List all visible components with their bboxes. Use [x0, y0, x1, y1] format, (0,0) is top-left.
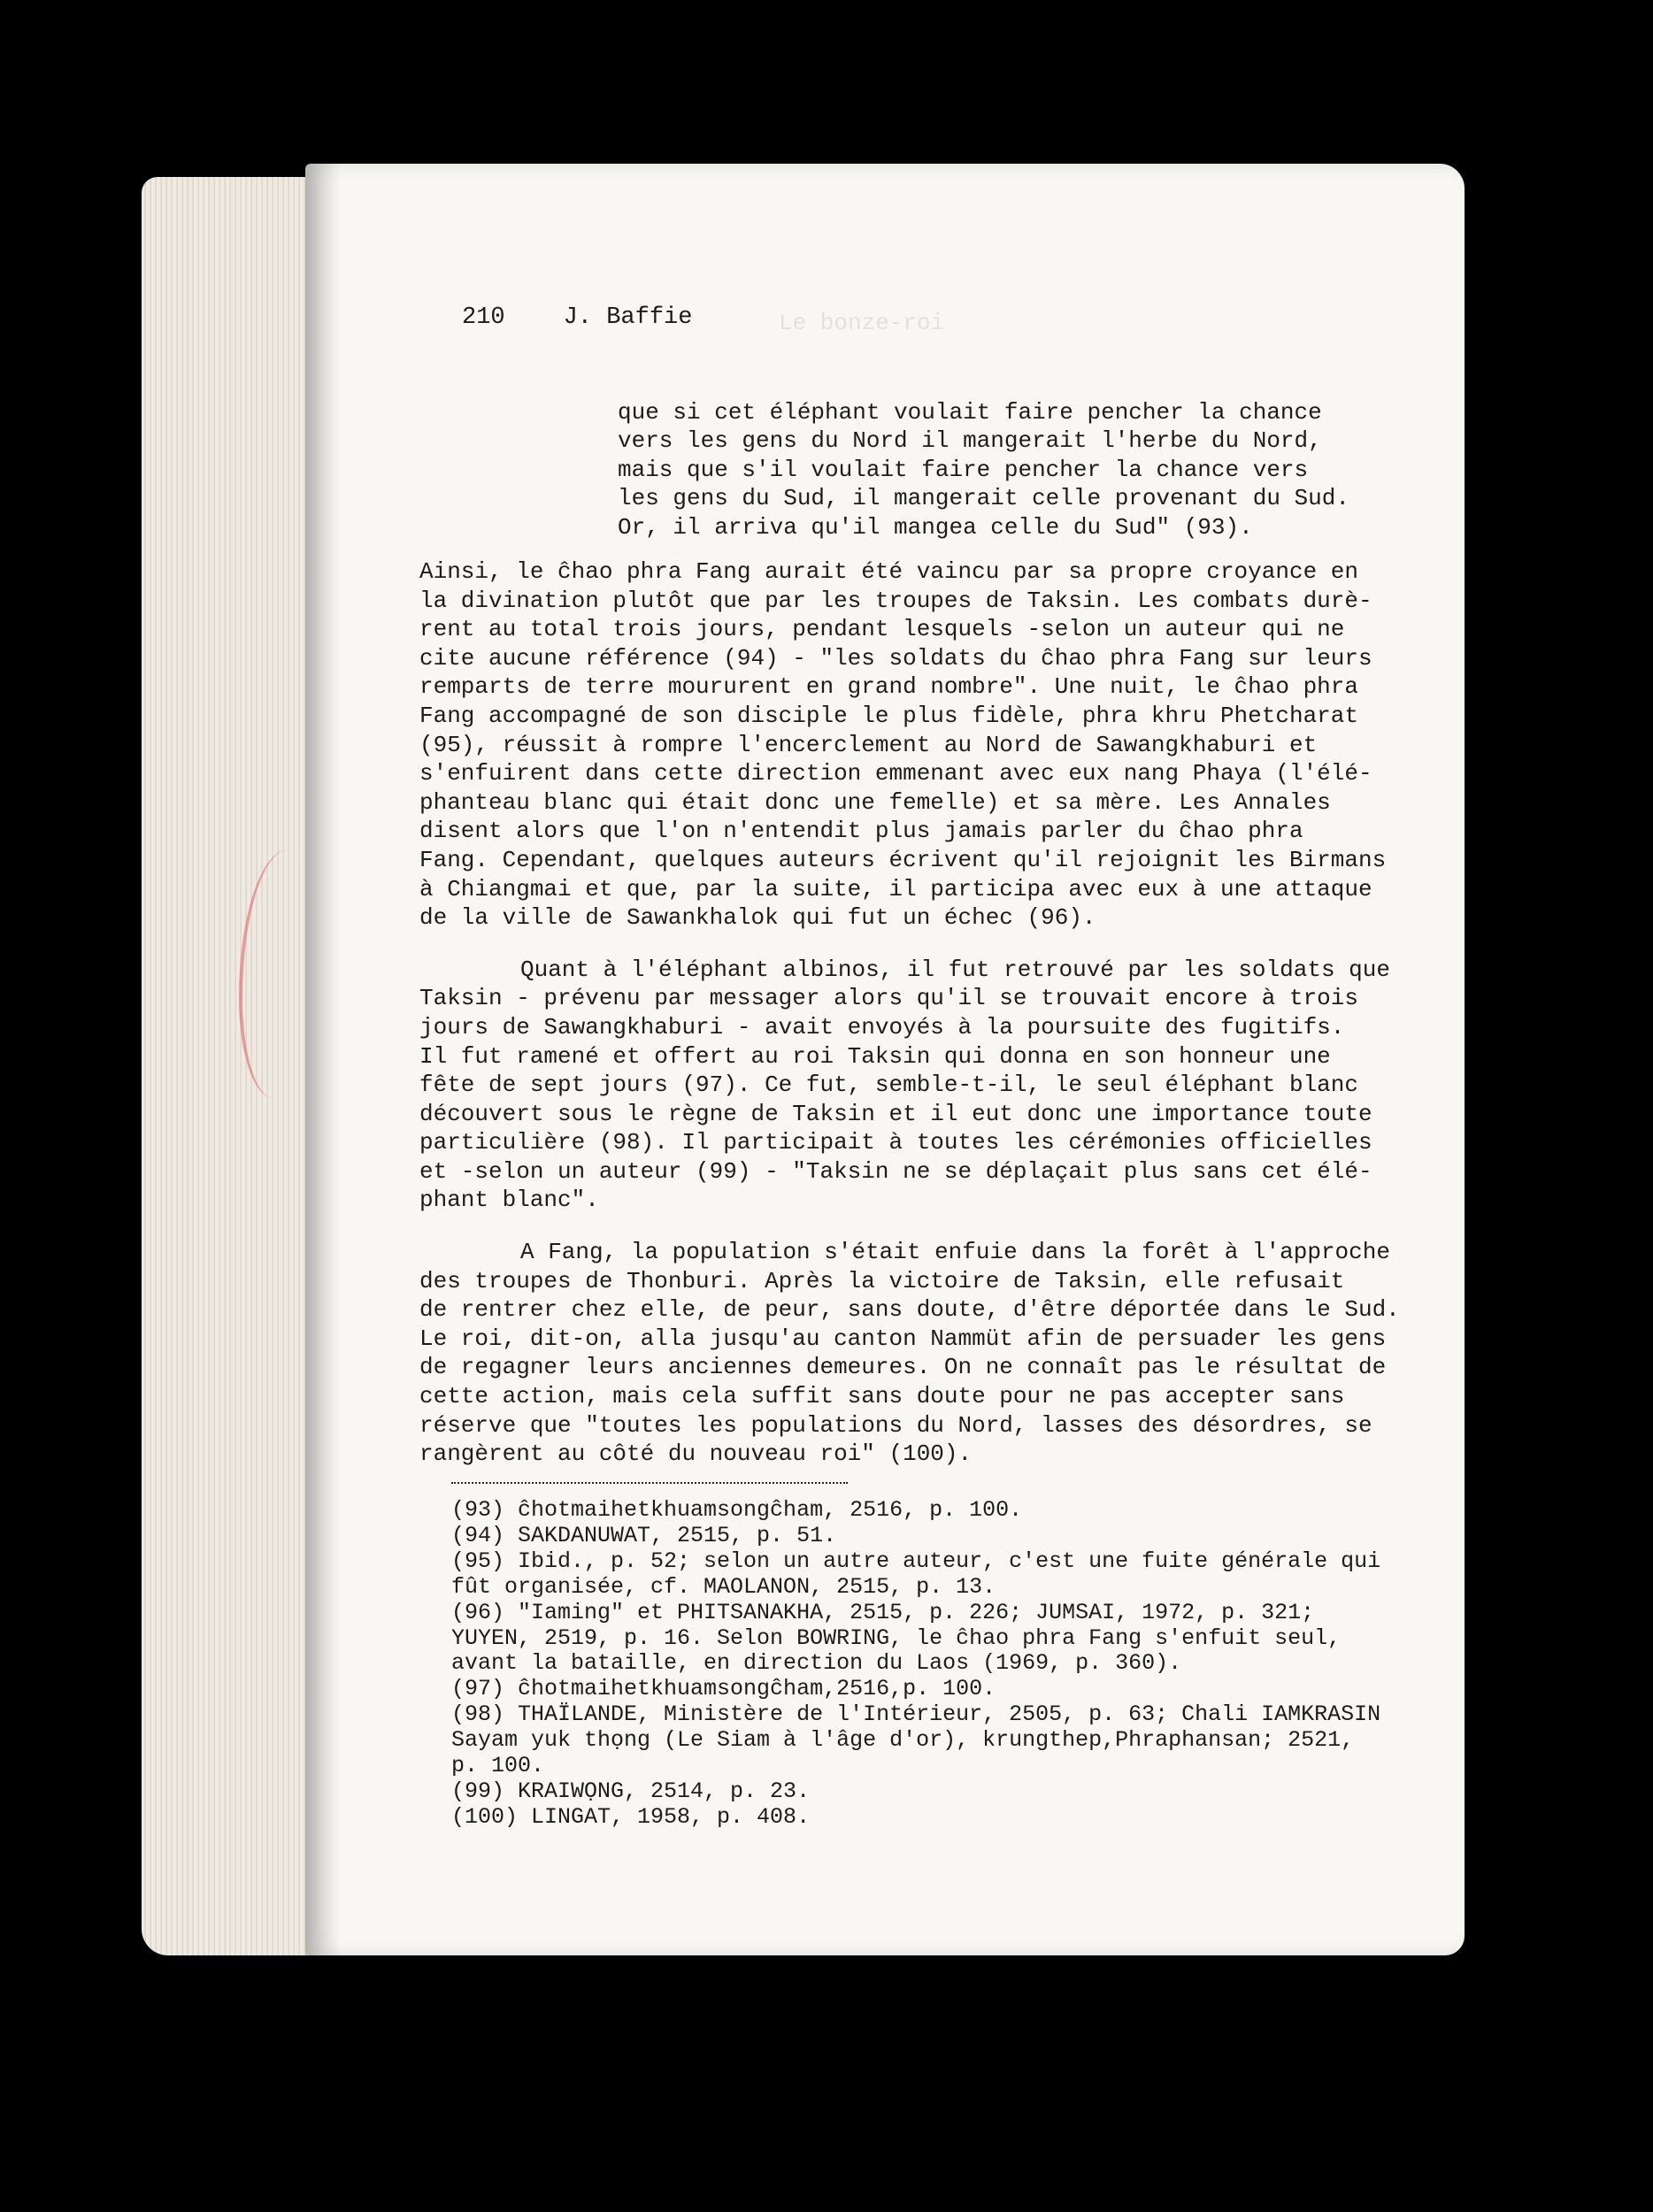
- text-line: Quant à l'éléphant albinos, il fut retrouvé par les soldats que: [520, 956, 1390, 983]
- text-line: découvert sous le règne de Taksin et il eut donc une importance toute: [419, 1100, 1372, 1127]
- footnote-line: (94) SAKDANUWAT, 2515, p. 51.: [451, 1522, 837, 1548]
- page-gutter: [305, 164, 341, 1955]
- footnote-line: (93) ĉhotmaihetkhuamsongĉham, 2516, p. 100.: [451, 1497, 1023, 1523]
- text-line: rangèrent au côté du nouveau roi" (100).: [419, 1440, 973, 1468]
- footnote-line: (97) ĉhotmaihetkhuamsongĉham,2516,p. 100.: [451, 1676, 996, 1702]
- text-line: fête de sept jours (97). Ce fut, semble-t-il, le seul éléphant blanc: [419, 1071, 1358, 1099]
- text-line: cite aucune référence (94) - "les soldats du ĉhao phra Fang sur leurs: [419, 644, 1372, 672]
- text-line: Fang. Cependant, quelques auteurs écrivent qu'il rejoignit les Birmans: [419, 846, 1387, 873]
- text-line: Il fut ramené et offert au roi Taksin qui donna en son honneur une: [419, 1042, 1331, 1070]
- text-line: Ainsi, le ĉhao phra Fang aurait été vaincu par sa propre croyance en: [419, 558, 1358, 585]
- text-line: cette action, mais cela suffit sans doute pour ne pas accepter sans: [419, 1383, 1345, 1410]
- text-line: de rentrer chez elle, de peur, sans doute, d'être déportée dans le Sud.: [419, 1296, 1400, 1324]
- footnote-line: avant la bataille, en direction du Laos (1969, p. 360).: [451, 1650, 1182, 1677]
- text-line: des troupes de Thonburi. Après la victoire de Taksin, elle refusait: [419, 1267, 1345, 1294]
- page-number: 210: [462, 304, 505, 331]
- footnote-line: p. 100.: [451, 1753, 545, 1779]
- text-line: remparts de terre moururent en grand nombre". Une nuit, le ĉhao phra: [419, 673, 1358, 701]
- text-line: A Fang, la population s'était enfuie dans la forêt à l'approche: [520, 1239, 1390, 1266]
- running-header: [462, 304, 692, 331]
- footnote-line: YUYEN, 2519, p. 16. Selon BOWRING, le ĉhao phra Fang s'enfuit seul,: [451, 1624, 1342, 1651]
- text-line: de la ville de Sawankhalok qui fut un échec (96).: [419, 904, 1096, 932]
- text-line: phant blanc".: [419, 1187, 599, 1214]
- author-name: J. Baffie: [563, 304, 693, 331]
- text-line: à Chiangmai et que, par la suite, il participa avec eux à une attaque: [419, 875, 1372, 902]
- quote-line: vers les gens du Nord il mangerait l'herbe du Nord,: [618, 427, 1322, 455]
- paragraph-3: [419, 1238, 1428, 1469]
- text-line: rent au total trois jours, pendant lesquels -selon un auteur qui ne: [419, 616, 1345, 643]
- text-line: réserve que "toutes les populations du Nord, lasses des désordres, se: [419, 1411, 1372, 1439]
- text-line: s'enfuirent dans cette direction emmenant avec eux nang Phaya (l'élé-: [419, 760, 1372, 787]
- text-line: de regagner leurs anciennes demeures. On ne connaît pas le résultat de: [419, 1354, 1387, 1381]
- footnote-line: Sayam yuk thọng (Le Siam à l'âge d'or), krungthep,Phraphansan; 2521,: [451, 1727, 1355, 1754]
- quote-line: Or, il arriva qu'il mangea celle du Sud" (93).: [618, 513, 1253, 541]
- text-line: la divination plutôt que par les troupes de Taksin. Les combats durè-: [419, 587, 1372, 614]
- text-line: Le roi, dit-on, alla jusqu'au canton Nammüt afin de persuader les gens: [419, 1325, 1387, 1352]
- block-quote: [618, 398, 1432, 541]
- footnote-line: (100) LINGAT, 1958, p. 408.: [451, 1803, 811, 1830]
- text-line: Taksin - prévenu par messager alors qu'il se trouvait encore à trois: [419, 985, 1358, 1012]
- text-line: particulière (98). Il participait à toutes les cérémonies officielles: [419, 1129, 1372, 1156]
- text-line: (95), réussit à rompre l'encerclement au Nord de Sawangkhaburi et: [419, 731, 1318, 758]
- paragraph-2: [419, 956, 1428, 1215]
- body-text: [419, 557, 1428, 1492]
- quote-line: les gens du Sud, il mangerait celle provenant du Sud.: [618, 485, 1349, 512]
- footnote-line: (95) Ibid., p. 52; selon un autre auteur, c'est une fuite générale qui: [451, 1548, 1381, 1574]
- text-line: disent alors que l'on n'entendit plus jamais parler du ĉhao phra: [419, 818, 1303, 845]
- footnotes: [451, 1498, 1429, 1831]
- quote-line: mais que s'il voulait faire pencher la chance vers: [618, 456, 1309, 483]
- text-line: jours de Sawangkhaburi - avait envoyés à la poursuite des fugitifs.: [419, 1013, 1345, 1041]
- footnote-line: fût organisée, cf. MAOLANON, 2515, p. 13.: [451, 1573, 996, 1600]
- footnote-line: (99) KRAIWỌNG, 2514, p. 23.: [451, 1778, 811, 1804]
- bleed-through-header: Le bonze-roi: [779, 310, 945, 336]
- paragraph-1: [419, 557, 1428, 933]
- text-line: et -selon un auteur (99) - "Taksin ne se déplaçait plus sans cet élé-: [419, 1157, 1372, 1185]
- footnote-separator: [451, 1482, 848, 1484]
- quote-line: que si cet éléphant voulait faire pencher la chance: [618, 399, 1322, 426]
- footnote-line: (98) THAÏLANDE, Ministère de l'Intérieur, 2505, p. 63; Chali IAMKRASIN: [451, 1701, 1381, 1728]
- text-line: Fang accompagné de son disciple le plus fidèle, phra khru Phetcharat: [419, 702, 1358, 729]
- text-line: phanteau blanc qui était donc une femelle) et sa mère. Les Annales: [419, 788, 1331, 816]
- footnote-line: (96) "Iaming" et PHITSANAKHA, 2515, p. 226; JUMSAI, 1972, p. 321;: [451, 1599, 1315, 1625]
